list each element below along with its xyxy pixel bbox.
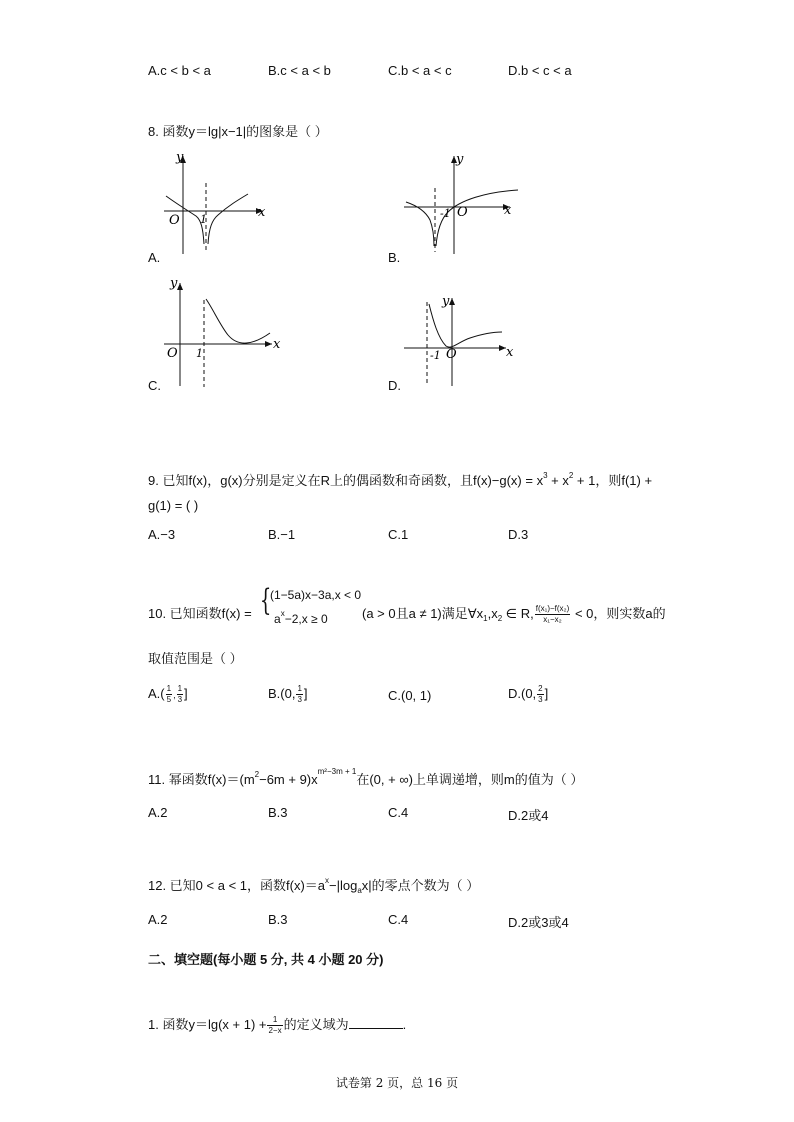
q9-question-text: 9. 已知f(x)，g(x)分别是定义在R上的偶函数和奇函数，且$f(x)-g(x) = x^3 + x^2 + 1$，则f(1) +	[148, 471, 653, 488]
q11-option-b: B.3	[268, 805, 288, 820]
fill1-question-text: 1. 函数y＝lg(x + 1) + $\frac{1}{2-x}$ 的定义域为 .	[148, 1015, 407, 1036]
q11-option-a: A.2	[148, 805, 168, 820]
axis-label: O	[169, 213, 180, 228]
axis-label: O	[446, 347, 457, 362]
q8-graph-b	[398, 148, 528, 258]
q7-option-c: C.b < a < c	[388, 63, 452, 78]
q10-brace: {	[259, 583, 272, 618]
section-title: 二、填空题(每小题 5 分, 共 4 小题 20 分)	[148, 952, 384, 967]
axis-label: x	[506, 345, 514, 360]
q11-option-c: C.4	[388, 805, 409, 820]
axis-label: x	[273, 337, 281, 352]
q10-condition: (a > 0且a ≠ 1)满足$\forall x_1,x_2$ ∈ R, $\frac{\text{f(x₁)−f(x₂)}}{\text{x₁−x₂}}$ < 0，则实数a的	[362, 604, 666, 625]
q8-graph-c	[158, 275, 288, 390]
q9-option-c: C.1	[388, 527, 409, 542]
answer-blank[interactable]	[349, 1017, 403, 1029]
q10-prefix: 10. 已知函数f(x) =	[148, 606, 252, 621]
page-footer: 试卷第 2 页，总 16 页	[335, 1076, 459, 1090]
axis-label: y	[176, 150, 184, 165]
q8-graph-a	[158, 148, 278, 258]
q11-question-text: 11. 幂函数$f(x)=(m^2-6m + 9)x^{m^2-3m + 1}$在(0, + ∞)上单调递增，则m的值为（ ）	[148, 767, 584, 787]
q9-option-a: A.−3	[148, 527, 176, 542]
q9-question-text-line2: g(1) = ( )	[148, 498, 199, 513]
q8-graph-c-label: C.	[148, 378, 161, 393]
q8-graph-b-label: B.	[388, 250, 401, 265]
q10-option-b: B.(0, $\frac{1}{3}$ ]	[268, 684, 308, 704]
axis-label: y	[456, 152, 464, 167]
axis-label: y	[170, 276, 178, 291]
axis-label: 1	[196, 347, 203, 360]
q10-case1: (1−5a)x−3a,x < 0	[270, 588, 362, 602]
q10-option-d: D.(0, $\frac{2}{3}$ ]	[508, 684, 549, 704]
axis-label: x	[504, 203, 512, 218]
q12-option-a: A.2	[148, 912, 168, 927]
axis-label: O	[457, 205, 468, 220]
q8-graph-d-label: D.	[388, 378, 401, 393]
q7-option-d: D.b < c < a	[508, 63, 572, 78]
q8-graph-d	[398, 290, 523, 390]
q12-option-d: D.2或3或4	[508, 915, 569, 930]
q10-case2: $a^x-2,x \ge 0$	[274, 609, 328, 626]
q8-question-text: 8. 函数y＝lg|x−1|的图象是（ ）	[148, 124, 328, 139]
q7-option-a: A.c < b < a	[148, 63, 211, 78]
q12-question-text: 12. 已知0 < a < 1，函数$f(x)=a^x-|\log_ax|$的零点个数为（ ）	[148, 876, 480, 895]
axis-label: x	[258, 205, 266, 220]
q11-option-d: D.2或4	[508, 808, 549, 823]
axis-label: y	[442, 294, 450, 309]
q7-option-b: B.c < a < b	[268, 63, 331, 78]
q9-option-d: D.3	[508, 527, 529, 542]
axis-label: 1	[200, 213, 207, 226]
q12-option-b: B.3	[268, 912, 288, 927]
axis-label: -1	[430, 349, 441, 362]
q12-option-c: C.4	[388, 912, 409, 927]
q10-question-text-line2: 取值范围是（ ）	[148, 651, 243, 666]
q8-graph-a-label: A.	[148, 250, 161, 265]
q9-option-b: B.−1	[268, 527, 296, 542]
axis-label: O	[167, 346, 178, 361]
axis-label: -1	[440, 207, 451, 220]
q10-option-a: A.( $\frac{1}{5}$ , $\frac{1}{3}$ ]	[148, 684, 188, 704]
q10-option-c: C.(0, 1)	[388, 688, 432, 703]
